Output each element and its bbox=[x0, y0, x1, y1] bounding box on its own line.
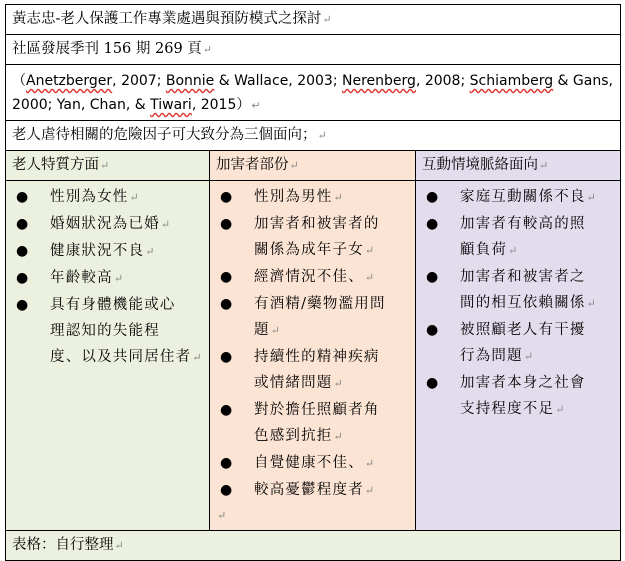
list-item bbox=[216, 291, 409, 344]
ref-author-1: Anetzberger bbox=[26, 73, 113, 89]
list-item-text: 或情緒問題 bbox=[254, 375, 333, 391]
list-item bbox=[422, 264, 614, 317]
list-item-text: 被照顧老人有干擾 bbox=[460, 322, 586, 338]
column-header-text: 加害者部份 bbox=[216, 157, 289, 173]
source-row bbox=[6, 35, 621, 65]
list-item bbox=[12, 238, 203, 265]
list-item-text: 行為問題 bbox=[460, 348, 523, 364]
ref-author-3: Nerenberg bbox=[342, 73, 416, 89]
list-item-text: 持續性的精神疾病 bbox=[254, 349, 380, 365]
references-row bbox=[6, 65, 621, 121]
bullet-icon: ● bbox=[16, 270, 30, 286]
list-item-text: 關係為成年子女 bbox=[254, 242, 364, 258]
list-item bbox=[216, 264, 409, 291]
paragraph-mark-icon: ↵ bbox=[333, 377, 344, 390]
bullet-icon: ● bbox=[426, 189, 440, 205]
ref-author-5: Tiwari bbox=[150, 97, 192, 113]
bullet-icon: ● bbox=[16, 243, 30, 259]
factor-list bbox=[216, 184, 409, 504]
paragraph-mark-icon: ↵ bbox=[192, 351, 203, 364]
column-header-context bbox=[416, 151, 621, 181]
list-item-text: 顧負荷 bbox=[460, 242, 508, 258]
column-header-elder bbox=[6, 151, 210, 181]
list-item-text: 度、以及共同居住者 bbox=[50, 349, 192, 365]
paragraph-mark-icon: ↵ bbox=[217, 509, 227, 522]
paragraph-mark-icon: ↵ bbox=[129, 191, 140, 204]
list-item-text: 家庭互動關係不良 bbox=[460, 189, 586, 205]
paragraph-mark-icon: ↵ bbox=[333, 191, 344, 204]
list-item-text: 健康狀況不良 bbox=[50, 243, 145, 259]
list-item-text: 間的相互依賴關係 bbox=[460, 295, 586, 311]
column-context-factors bbox=[416, 181, 621, 531]
paragraph-mark-icon: ↵ bbox=[145, 245, 156, 258]
column-header-text: 老人特質方面 bbox=[12, 157, 99, 173]
list-item-text: 加害者和被害者的 bbox=[254, 216, 380, 232]
list-item-text: 有酒精/藥物濫用問 bbox=[254, 296, 386, 312]
list-item bbox=[12, 184, 203, 211]
ref-year-3: , 2008; bbox=[415, 73, 470, 89]
column-header-text: 互動情境脈絡面向 bbox=[422, 157, 538, 173]
ref-year-2: & Wallace, 2003; bbox=[214, 73, 343, 89]
list-item bbox=[422, 370, 614, 423]
list-item-text: 具有身體機能或心 bbox=[50, 297, 176, 313]
list-item-text: 色感到抗拒 bbox=[254, 428, 333, 444]
title-row bbox=[6, 5, 621, 35]
ref-author-2: Bonnie bbox=[165, 73, 215, 89]
paragraph-mark-icon: ↵ bbox=[322, 13, 332, 26]
paragraph-mark-icon: ↵ bbox=[317, 129, 327, 142]
list-item bbox=[12, 292, 203, 371]
bullet-icon: ● bbox=[16, 216, 30, 232]
bullet-icon: ● bbox=[220, 349, 234, 365]
factor-list bbox=[422, 184, 614, 423]
paragraph-mark-icon: ↵ bbox=[364, 271, 376, 284]
paragraph-mark-icon: ↵ bbox=[100, 159, 110, 172]
ref-author-4: Schiamberg bbox=[469, 73, 554, 89]
paragraph-mark-icon: ↵ bbox=[113, 272, 125, 285]
list-item bbox=[216, 211, 409, 264]
column-header-perpetrator bbox=[210, 151, 416, 181]
paragraph-mark-icon: ↵ bbox=[539, 159, 549, 172]
list-item bbox=[216, 397, 409, 450]
ref-year-5: , 2015） bbox=[191, 97, 251, 113]
list-item bbox=[216, 344, 409, 397]
list-item-text: 性別為女性 bbox=[50, 189, 129, 205]
paragraph-mark-icon: ↵ bbox=[586, 297, 598, 310]
list-item bbox=[422, 317, 614, 370]
list-item-text: 加害者和被害者之 bbox=[460, 269, 586, 285]
bullet-icon: ● bbox=[16, 297, 30, 313]
list-item-text: 理認知的失能程 bbox=[50, 323, 160, 339]
list-item-text: 支持程度不足 bbox=[460, 401, 555, 417]
list-item bbox=[12, 211, 203, 238]
footer-row bbox=[6, 531, 621, 561]
list-item-text: 性別為男性 bbox=[254, 189, 333, 205]
ref-year-4: & Gans, 2000; Yan, Chan, & bbox=[12, 73, 613, 113]
paragraph-mark-icon: ↵ bbox=[523, 350, 535, 363]
bullet-icon: ● bbox=[426, 216, 440, 232]
column-elder-factors bbox=[6, 181, 210, 531]
intro-row bbox=[6, 121, 621, 151]
ref-year-1: , 2007; bbox=[112, 73, 166, 89]
list-item-text: 對於擔任照顧者角 bbox=[254, 402, 380, 418]
list-item-text: 經濟情況不佳、 bbox=[254, 269, 364, 285]
paragraph-mark-icon: ↵ bbox=[508, 244, 519, 257]
bullet-icon: ● bbox=[220, 402, 234, 418]
paragraph-mark-icon: ↵ bbox=[202, 43, 213, 56]
list-item-text: 加害者本身之社會 bbox=[460, 375, 586, 391]
list-item-text: 較高憂鬱程度者 bbox=[254, 482, 364, 498]
list-item-text: 年齡較高 bbox=[50, 270, 113, 286]
paragraph-mark-icon: ↵ bbox=[270, 324, 282, 337]
list-item bbox=[422, 211, 614, 264]
bullet-icon: ● bbox=[220, 216, 234, 232]
paragraph-mark-icon: ↵ bbox=[364, 484, 376, 497]
bullet-icon: ● bbox=[426, 375, 440, 391]
paragraph-mark-icon: ↵ bbox=[251, 99, 261, 112]
list-item bbox=[216, 184, 409, 211]
paragraph-mark-icon: ↵ bbox=[333, 430, 344, 443]
bullet-icon: ● bbox=[16, 189, 30, 205]
paragraph-mark-icon: ↵ bbox=[586, 191, 598, 204]
bullet-icon: ● bbox=[220, 482, 234, 498]
list-item bbox=[216, 477, 409, 504]
paragraph-mark-icon: ↵ bbox=[114, 539, 124, 552]
footer-text: 表格：自行整理 bbox=[12, 537, 114, 553]
list-item-text: 題 bbox=[254, 322, 270, 338]
source-text: 社區發展季刊 156 期 269 頁 bbox=[12, 41, 202, 57]
paragraph-mark-icon: ↵ bbox=[160, 218, 172, 231]
paragraph-mark-icon: ↵ bbox=[364, 457, 376, 470]
list-item-text: 加害者有較高的照 bbox=[460, 216, 586, 232]
intro-text: 老人虐待相關的危險因子可大致分為三個面向； bbox=[12, 127, 317, 143]
factor-list bbox=[12, 184, 203, 371]
bullet-icon: ● bbox=[426, 322, 440, 338]
bullet-icon: ● bbox=[220, 189, 234, 205]
bullet-icon: ● bbox=[220, 455, 234, 471]
list-item bbox=[12, 265, 203, 292]
title-text: 黃志忠-老人保護工作專業處遇與預防模式之探討 bbox=[12, 11, 322, 27]
risk-factor-table bbox=[5, 4, 621, 561]
paragraph-mark-icon: ↵ bbox=[289, 159, 299, 172]
list-item-text: 自覺健康不佳、 bbox=[254, 455, 364, 471]
references-open: （ bbox=[12, 73, 26, 89]
paragraph-mark-icon: ↵ bbox=[555, 403, 566, 416]
list-item bbox=[422, 184, 614, 211]
bullet-icon: ● bbox=[426, 269, 440, 285]
column-perpetrator-factors bbox=[210, 181, 416, 531]
paragraph-mark-icon: ↵ bbox=[364, 244, 376, 257]
bullet-icon: ● bbox=[220, 269, 234, 285]
bullet-icon: ● bbox=[220, 296, 234, 312]
list-item-text: 婚姻狀況為已婚 bbox=[50, 216, 160, 232]
list-item bbox=[216, 450, 409, 477]
